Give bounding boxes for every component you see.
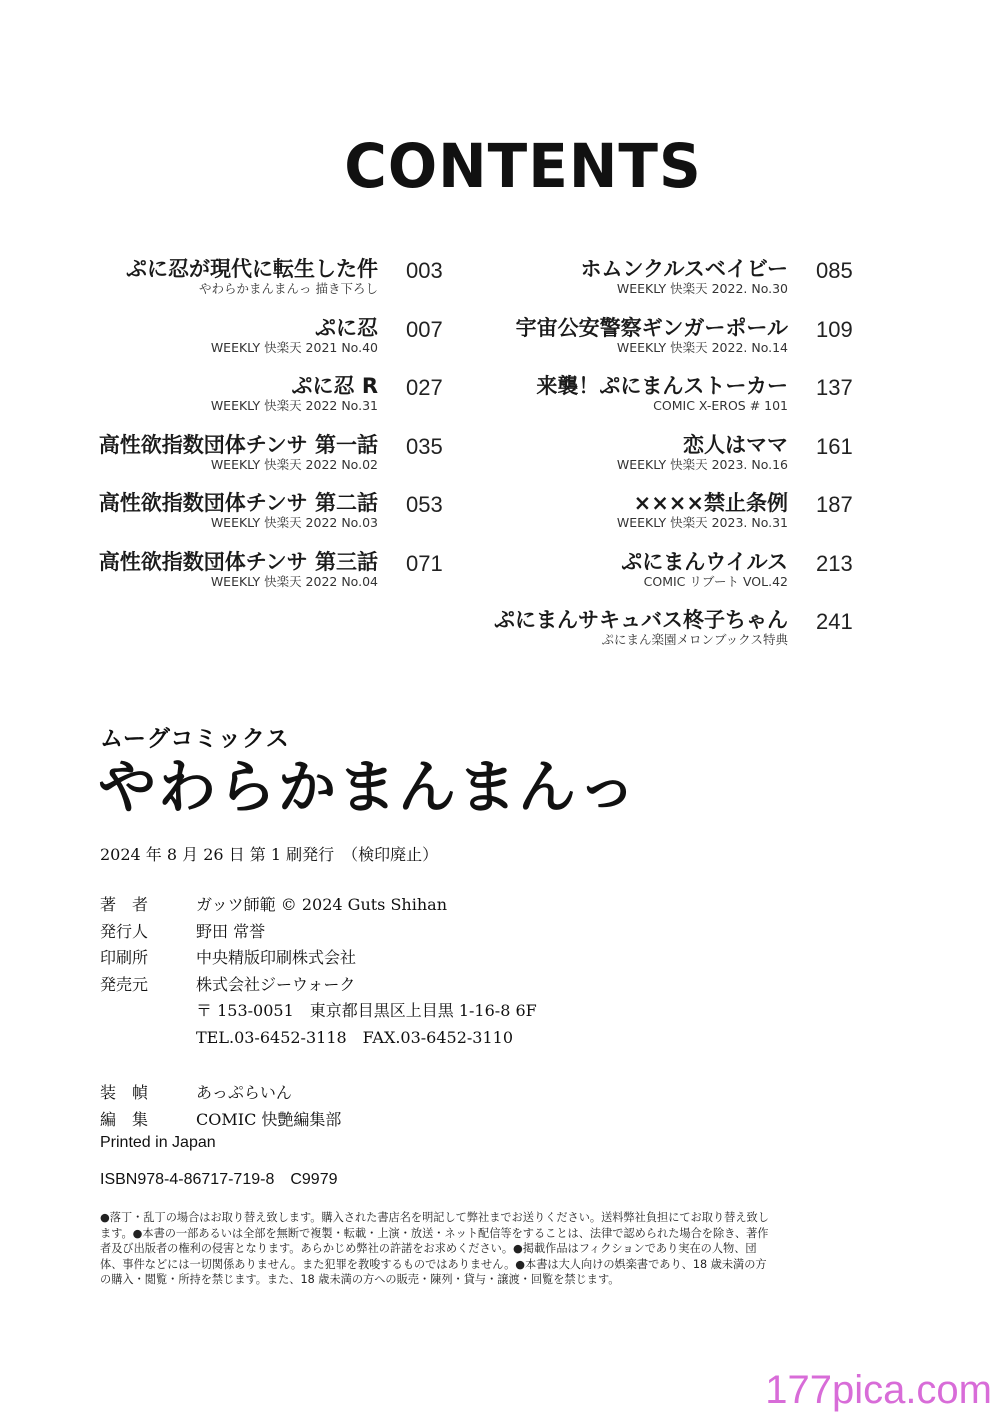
credit-row [100,892,800,919]
credit-value: 中央精版印刷株式会社 [196,948,357,967]
toc-entry[interactable] [470,607,870,666]
toc-entry[interactable] [470,432,870,491]
credit-label: 編 集 [100,1109,149,1129]
toc-entry[interactable] [470,315,870,374]
toc-entry-page: 187 [816,492,853,517]
toc-entry-page: 137 [816,375,853,400]
toc-entry-title: 恋人はママ [683,432,788,457]
printed-in: Printed in Japan [100,1134,216,1151]
toc-entry-page: 071 [406,550,443,576]
toc-entry[interactable] [60,549,460,608]
series-name: ムーグコミックス [100,726,290,752]
credit-value: 野田 常誉 [196,921,266,941]
toc-entry[interactable] [60,432,460,491]
toc-entry-title: 高性欲指数団体チンサ 第一話 [98,432,378,457]
credit-value: 株式会社ジーウォーク [196,974,356,994]
credit-row [100,998,800,1025]
toc-entry-source: やわらかまんまんっ 描き下ろし [199,281,378,296]
credit-value: COMIC 快艶編集部 [196,1109,342,1129]
credit-row [100,945,800,972]
toc-entry-title: ××××禁止条例 [633,491,788,515]
toc-entry-page: 213 [816,550,853,576]
toc-entry-page: 053 [406,492,443,517]
toc-entry-title: 高性欲指数団体チンサ 第二話 [98,491,378,515]
toc-entry[interactable] [60,315,460,374]
toc-entry[interactable] [470,256,870,315]
toc-entry-title: ぷに忍が現代に転生した件 [126,257,378,281]
toc-entry-source: WEEKLY 快楽天 2023. No.16 [616,456,788,472]
toc-entry-source: WEEKLY 快楽天 2022 No.02 [210,456,378,472]
toc-entry-title: ぷにまんウイルス [621,549,788,574]
toc-entry[interactable] [60,490,460,549]
credit-label: 発売元 [100,974,149,994]
toc-entry[interactable] [470,490,870,549]
toc-entry-source: WEEKLY 快楽天 2022 No.04 [210,573,378,589]
credit-label: 著 者 [100,895,149,914]
contents-heading: CONTENTS [344,130,702,202]
credit-value: ガッツ師範 © 2024 Guts Shihan [196,895,448,914]
credit-row [100,1025,800,1052]
toc-entry-page: 035 [406,433,443,459]
credit-label: 装 幀 [100,1083,149,1102]
toc-entry-page: 161 [816,433,853,459]
credit-row [100,1080,800,1107]
toc-entry-title: 高性欲指数団体チンサ 第三話 [98,549,378,574]
toc-entry-page: 085 [816,258,853,283]
isbn: ISBN978-4-86717-719-8 C9979 [100,1171,338,1188]
toc-entry-title: 宇宙公安警察ギンガーポール [515,315,788,340]
toc-entry-page: 007 [406,316,443,342]
toc-entry-source: COMIC リブート VOL.42 [643,573,788,589]
watermark: 177pica.com [765,1368,992,1412]
colophon-staff [100,1080,800,1133]
toc-entry-source: WEEKLY 快楽天 2022. No.14 [616,339,788,355]
colophon-credits [100,892,800,1051]
toc-entry-title: ぷにまんサキュバス柊子ちゃん [494,608,788,632]
publisher-address: 〒 153-0051 東京都目黒区上目黒 1-16-8 6F [196,1001,537,1020]
legal-notice: ●落丁・乱丁の場合はお取り替え致します。購入された書店名を明記して弊社までお送りください。送料弊社負担にてお取り替え致します。●本書の一部あるいは全部を無断で複製・転載・上演・放送・ネット配信等をすることは、法律で認められた場合を除き、著作者及び出版者の権利の侵害となります。あらかじめ弊社の許諾をお求めください。●掲載作品はフィクションであり実在の人物、団体、事件などには一切関係ありません。また犯罪を教唆するものではありません。●本書は大人向けの娯楽書であり、18 歳未満の方の購入・閲覧・所持を禁じます。また、18 歳未満の方への販売・陳列・貸与・譲渡・回覧を禁じます。 [100,1211,769,1287]
toc-entry-page: 241 [816,609,853,634]
credit-label: 印刷所 [100,948,149,967]
credit-row [100,1107,800,1134]
toc-entry-source: COMIC X-EROS # 101 [653,398,788,413]
toc-entry[interactable] [470,373,870,432]
toc-entry-title: ホムンクルスベイビー [580,257,788,281]
publication-date: 2024 年 8 月 26 日 第 1 刷発行 （検印廃止） [100,845,439,864]
toc-entry-source: WEEKLY 快楽天 2023. No.31 [616,515,788,530]
toc-entry-source: ぷにまん楽園メロンブックス特典 [601,632,788,647]
publisher-contact: TEL.03-6452-3118 FAX.03-6452-3110 [196,1027,514,1047]
credit-row [100,919,800,946]
toc-entry-source: WEEKLY 快楽天 2022 No.03 [210,515,378,530]
toc-entry-page: 027 [406,375,443,400]
credit-label: 発行人 [100,921,149,941]
book-title: やわらかまんまんっ [98,753,639,821]
toc-entry[interactable] [60,256,460,315]
toc-entry-source: WEEKLY 快楽天 2021 No.40 [210,339,378,355]
toc-entry-page: 003 [406,258,443,283]
toc-entry-title: ぷに忍 [315,315,378,340]
credit-row [100,972,800,999]
toc-entry-source: WEEKLY 快楽天 2022 No.31 [210,398,378,413]
toc-left-column [60,256,460,607]
toc-entry[interactable] [470,549,870,608]
toc-entry-title: ぷに忍 R [291,374,378,398]
credit-value: あっぷらいん [196,1083,292,1102]
toc-right-column [470,256,870,666]
toc-entry[interactable] [60,373,460,432]
toc-entry-title: 来襲！ぷにまんストーカー [536,374,788,398]
toc-entry-page: 109 [816,316,853,342]
toc-entry-source: WEEKLY 快楽天 2022. No.30 [616,281,788,296]
